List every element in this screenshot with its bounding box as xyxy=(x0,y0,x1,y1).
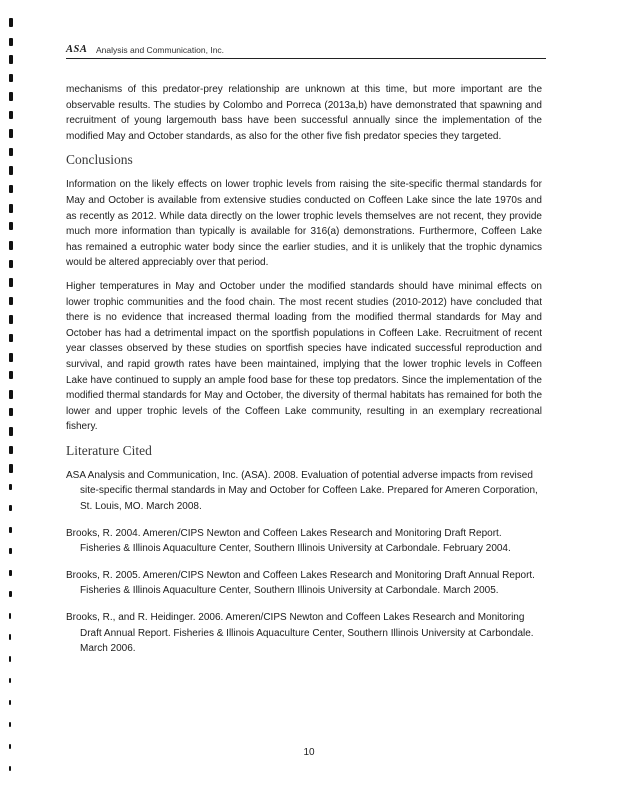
reference-item: Brooks, R. 2005. Ameren/CIPS Newton and Coffeen Lakes Research and Monitoring Draft Annual Report. Fisheries & Illinois Aquaculture Center, Southern Illinois University at Carbondale. March 2005. xyxy=(66,569,535,597)
reference-list xyxy=(66,468,542,657)
conclusions-paragraph-2: Higher temperatures in May and October under the modified standards should have minimal effects on lower trophic communities and the food chain. The most recent studies (2010-2012) have concluded that there is no evidence that increased thermal loading from the modified thermal standards for May and October has had a detrimental impact on the sportfish populations in Coffeen Lake. Recruitment of recent year classes observed by these studies on sportfish species have indicated successful reproduction and survival, and rapid growth rates have been maintained, implying that the lower trophic levels in Coffeen Lake have continued to supply an ample food base for these top predators. Since the implementation of the modified thermal standards for May and October, the diversity of thermal habitats has remained for both the lower and upper trophic levels of the Coffeen Lake community, resulting in an exemplary recreational fishery. xyxy=(66,280,542,433)
conclusions-paragraph-1: Information on the likely effects on lower trophic levels from raising the site-specific thermal standards for May and October is available from extensive studies conducted on Coffeen Lake since the late 1970s and as recently as 2012. While data directly on the lower trophic levels themselves are not recent, they provide much more information than typically is available for 316(a) demonstrations. Furthermore, Coffeen Lake has remained a eutrophic water body since the earlier studies, and it is unlikely that the trophic dynamics would be altered appreciably over that period. xyxy=(66,179,542,269)
running-header xyxy=(66,44,546,64)
literature-heading: Literature Cited xyxy=(66,442,152,458)
header-company-name: Analysis and Communication, Inc. xyxy=(96,45,225,55)
header-rule xyxy=(66,58,546,59)
conclusions-heading: Conclusions xyxy=(66,152,133,168)
reference-item: Brooks, R. 2004. Ameren/CIPS Newton and Coffeen Lakes Research and Monitoring Draft Report. Fisheries & Illinois Aquaculture Center, Southern Illinois University at Carbondale. February 2004. xyxy=(66,527,511,555)
company-logo: ASA xyxy=(66,44,88,55)
reference-item: Brooks, R., and R. Heidinger. 2006. Ameren/CIPS Newton and Coffeen Lakes Research and Monitoring Draft Annual Report. Fisheries & Illinois Aquaculture Center, Southern Illinois University at Carbondale. March 2006. xyxy=(66,612,534,655)
page-number: 10 xyxy=(303,747,315,758)
reference-item: ASA Analysis and Communication, Inc. (ASA). 2008. Evaluation of potential adverse impacts from revised site-specific thermal standards in May and October for Coffeen Lake. Prepared for Ameren Corporation, St. Louis, MO. March 2008. xyxy=(66,469,538,513)
binding-edge xyxy=(0,0,16,800)
intro-paragraph: mechanisms of this predator-prey relationship are unknown at this time, but more important are the observable results. The studies by Colombo and Porreca (2013a,b) have demonstrated that spawning and recruitment of young largemouth bass have been successful annually since the implementation of the modified May and October standards, as also for the other five fish predator species they targeted. xyxy=(66,84,542,142)
document-body xyxy=(66,82,542,668)
